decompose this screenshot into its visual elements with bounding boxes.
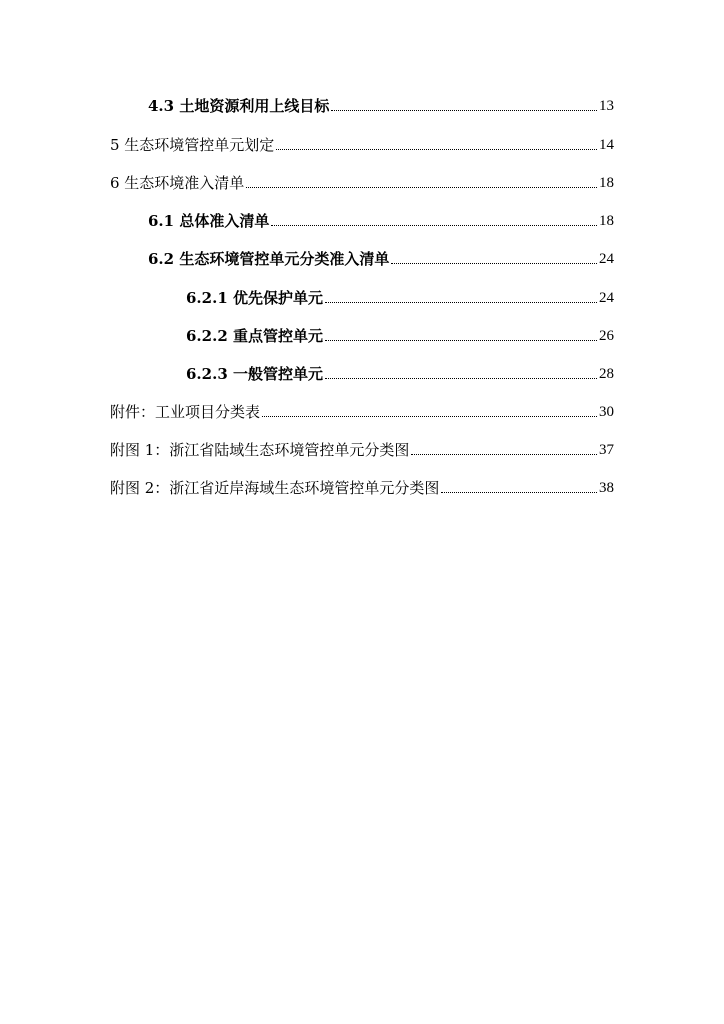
toc-entry[interactable] <box>110 401 614 423</box>
toc-dot-leader <box>276 148 597 150</box>
toc-entry-title: 6.2 生态环境管控单元分类准入清单 <box>148 250 390 268</box>
toc-dot-leader <box>325 339 597 341</box>
toc-entry[interactable] <box>110 172 614 194</box>
toc-entry[interactable] <box>110 477 614 499</box>
toc-dot-leader <box>271 224 597 226</box>
toc-entry-title: 6 生态环境准入清单 <box>110 174 245 192</box>
toc-dot-leader <box>325 377 597 379</box>
toc-entry[interactable] <box>186 287 614 309</box>
toc-entry[interactable] <box>110 134 614 156</box>
toc-dot-leader <box>441 491 597 493</box>
toc-entry[interactable] <box>186 325 614 347</box>
toc-entry-page: 26 <box>599 328 614 344</box>
toc-dot-leader <box>325 301 597 303</box>
toc-dot-leader <box>262 415 597 417</box>
toc-entry-page: 24 <box>599 251 614 267</box>
toc-dot-leader <box>391 262 597 264</box>
toc-dot-leader <box>331 109 597 111</box>
toc-entry-title: 6.2.1 优先保护单元 <box>186 289 323 307</box>
toc-entry[interactable] <box>110 439 614 461</box>
toc-entry-page: 18 <box>599 213 614 229</box>
toc-entry-title: 6.2.3 一般管控单元 <box>186 365 323 383</box>
toc-entry-page: 37 <box>599 442 614 458</box>
toc-entry-title: 4.3 土地资源利用上线目标 <box>148 97 330 115</box>
toc-entry[interactable] <box>148 210 614 232</box>
toc-entry-title: 6.1 总体准入清单 <box>148 212 270 230</box>
toc-entry-title: 附件：工业项目分类表 <box>110 403 261 421</box>
toc-entry-page: 18 <box>599 175 614 191</box>
toc-entry-title: 5 生态环境管控单元划定 <box>110 136 275 154</box>
toc-entry-title: 6.2.2 重点管控单元 <box>186 327 323 345</box>
toc-entry-title: 附图 2：浙江省近岸海域生态环境管控单元分类图 <box>110 479 440 497</box>
toc-entry-page: 28 <box>599 366 614 382</box>
toc-entry-page: 30 <box>599 404 614 420</box>
toc-dot-leader <box>411 453 597 455</box>
toc-dot-leader <box>246 186 597 188</box>
toc-entry-page: 24 <box>599 290 614 306</box>
toc-entry-page: 13 <box>599 98 614 114</box>
toc-entry-page: 38 <box>599 480 614 496</box>
toc-entry[interactable] <box>186 363 614 385</box>
toc-entry-page: 14 <box>599 137 614 153</box>
toc-entry[interactable] <box>148 95 614 117</box>
toc-entry-title: 附图 1：浙江省陆域生态环境管控单元分类图 <box>110 441 410 459</box>
toc-entry[interactable] <box>148 248 614 270</box>
